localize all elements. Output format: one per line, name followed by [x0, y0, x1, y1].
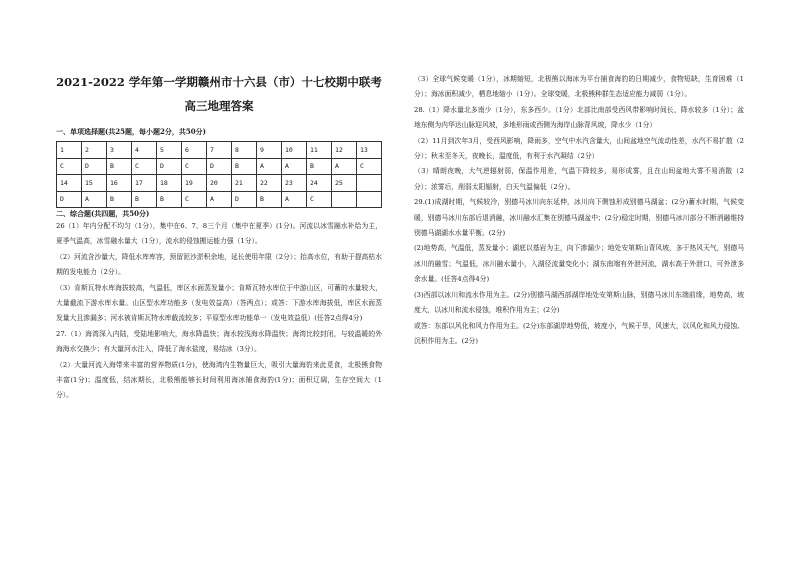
answer-table	[56, 141, 382, 208]
answer-table-cell: 8	[232, 142, 257, 159]
section2-header: 二、综合题(共四题，共50分)	[56, 209, 150, 218]
left-column	[56, 72, 382, 404]
answer-table-cell	[357, 191, 382, 208]
answer-table-cell: 12	[332, 142, 357, 159]
answer-29-1: 29.(1)成湖时期，气候较冷，别德马冰川向东延伸，冰川向下侧蚀形成别德马湖盆；(2分)蓄水时期，气候变暖，别德马冰川东部后退消融，冰川融水汇集在别德马湖盆中；(2分)稳定时期，别德马冰川部分不断消融维持别德马湖湖水水量平衡。(2分)	[414, 198, 744, 238]
left-answers	[56, 219, 382, 404]
answer-table-cell: 13	[357, 142, 382, 159]
answer-table-cell: 3	[107, 142, 132, 159]
answer-table-cell: C	[132, 158, 157, 175]
answer-table-cell: 16	[107, 175, 132, 192]
answer-table-cell: B	[107, 158, 132, 175]
answer-27-3: （3）全球气候变暖（1分），冰期缩短，北极熊以海冰为平台捕食海豹的日期减少，食物短缺，生育困难（1分）；海冰面积减少，栖息地缩小（1分）。全球变暖，北极熊种群生态适应能力减弱（1分）。	[414, 75, 744, 99]
answer-28-2: （2）11月到次年3月，受西风影响，降雨多，空气中水汽含量大，山间盆地空气流动性差，水汽不易扩散（2分）；秋末至冬天，夜晚长，温度低，有利于水汽凝结（2分）	[414, 136, 744, 161]
section1-header: 一、单项选择题(共25题，每小题2分，共50分)	[56, 127, 206, 136]
answer-27-2: （2）大量河流入海带来丰富的营养物质(1分)，使海湾内生物量巨大，吸引大量海豹来此觅食，北极熊食物丰富(1分)；温度低，结冰期长，北极熊能够长时间利用海冰捕食海豹(1分)；面积辽阔，生存空间大（1分）。	[56, 360, 382, 400]
answer-table-cell: C	[182, 191, 207, 208]
answer-table-row	[57, 142, 382, 159]
answer-table-cell: 10	[282, 142, 307, 159]
answer-table-row	[57, 191, 382, 208]
answer-table-cell	[357, 175, 382, 192]
document-title-line1: 2021-2022 学年第一学期赣州市十六县（市）十七校期中联考	[56, 75, 382, 89]
answer-26-1: 26（1）年内分配不均匀（1分），集中在6、7、8三个月（集中在夏季）(1分)。河流以冰雪融水补给为主，夏季气温高，冰雪融水量大（1分），流水的侵蚀搬运能力强（1分）。	[56, 222, 382, 246]
answer-27-1: 27.（1）海湾深入内陆，受陆地影响大，海水降温快；海水较浅海水降温快；海湾比较封闭，与较温暖的外海海水交换少；有大量河水注入，降低了海水盐度，易结冰（3分）。	[56, 329, 382, 354]
answer-29-3-alt: 或答：东部以风化和风力作用为主。(2分)东部湖岸地势低，坡度小，气候干旱，风速大，以风化和风力侵蚀、沉积作用为主。(2分)	[414, 321, 744, 345]
answer-table-cell: 5	[157, 142, 182, 159]
answer-table-cell: A	[82, 191, 107, 208]
answer-table-cell: 21	[232, 175, 257, 192]
answer-table-cell: D	[57, 191, 82, 208]
answer-table-cell: C	[57, 158, 82, 175]
answer-table-cell: B	[257, 191, 282, 208]
answer-table-cell: 9	[257, 142, 282, 159]
answer-table-cell: A	[282, 158, 307, 175]
answer-29-2: (2)地势高，气温低，蒸发量小；湖底以基岩为主，向下渗漏少；地处安第斯山背风坡，多干热风天气，别德马冰川的融雪；气温低，冰川融水量小，入湖径流量变化小；湖东南端有外泄河流，湖水高于外泄口，可外泄多余水量。(任答4点得4分)	[414, 244, 744, 284]
answer-table-row	[57, 175, 382, 192]
answer-table-cell: C	[307, 191, 332, 208]
answer-table-cell: 18	[157, 175, 182, 192]
answer-table-cell: A	[282, 191, 307, 208]
right-column	[414, 72, 744, 349]
document-title-line2: 高三地理答案	[184, 99, 254, 113]
answer-table-cell: 6	[182, 142, 207, 159]
answer-table-cell: B	[157, 191, 182, 208]
answer-table-cell: 19	[182, 175, 207, 192]
answer-table-cell: 24	[307, 175, 332, 192]
answer-table-cell: D	[207, 158, 232, 175]
answer-26-2: （2）河流含沙量大，降低水库库容，预留泥沙淤积余地，延长使用年限（2分）；抬高水位，有助于提高枯水期的发电能力（2分）。	[56, 252, 382, 277]
answer-table-cell: 2	[82, 142, 107, 159]
answer-table-cell: B	[107, 191, 132, 208]
answer-table-cell: D	[157, 158, 182, 175]
answer-table-cell: C	[357, 158, 382, 175]
answer-table-cell: 17	[132, 175, 157, 192]
answer-table-cell: 4	[132, 142, 157, 159]
answer-table-cell: D	[82, 158, 107, 175]
answer-table-cell: 23	[282, 175, 307, 192]
answer-table-cell: 14	[57, 175, 82, 192]
answer-table-cell: 15	[82, 175, 107, 192]
answer-table-cell: A	[207, 191, 232, 208]
answer-table-row	[57, 158, 382, 175]
answer-table-cell: B	[307, 158, 332, 175]
answer-26-3: （3）肯斯瓦特水库海拔较高，气温低，库区水面蒸发量小；肯斯瓦特水库位于中游山区，可蓄的水量较大，大量截流下游水库水量。山区型水库功能多（发电效益高）（答两点）；或答：下游水库海拔低，库区水面蒸发量大且渗漏多；河水被肯斯瓦特水库截流较多；平原型水库功能单一（发电效益低）(任答2点得4分)	[56, 283, 382, 323]
answer-table-cell: 11	[307, 142, 332, 159]
answer-table-cell	[332, 191, 357, 208]
answer-table-cell: 20	[207, 175, 232, 192]
answer-table-cell: 25	[332, 175, 357, 192]
answer-table-cell: C	[182, 158, 207, 175]
answer-table-cell: 22	[257, 175, 282, 192]
answer-table-cell: A	[257, 158, 282, 175]
right-answers	[414, 72, 744, 349]
answer-table-cell: A	[332, 158, 357, 175]
answer-table-cell: 7	[207, 142, 232, 159]
answer-28-3: （3）晴朗夜晚，大气逆辐射弱，保温作用差，气温下降较多，易形成雾，且在山间盆地大雾不易消散（2分）；浓雾后，削弱太阳辐射，白天气温偏低（2分）。	[414, 167, 744, 191]
answer-table-cell: B	[232, 158, 257, 175]
answer-table-cell: D	[232, 191, 257, 208]
answer-28-1: 28.（1）降水量北多南少（1分），东多西少。（1分）北部比南部受西风带影响时间长，降水较多（1分）；盆地东侧为内华达山脉迎风坡，多地形雨或西侧为海岸山脉背风坡，降水少（1分）	[414, 105, 744, 130]
answer-table-cell: 1	[57, 142, 82, 159]
answer-29-3: (3)西部以冰川和流水作用为主。(2分)别德马湖西部湖岸地处安第斯山脉，别德马冰川东端前缘，地势高，坡度大，以冰川和流水侵蚀，堆积作用为主；(2分)	[414, 290, 744, 315]
answer-table-cell: B	[132, 191, 157, 208]
